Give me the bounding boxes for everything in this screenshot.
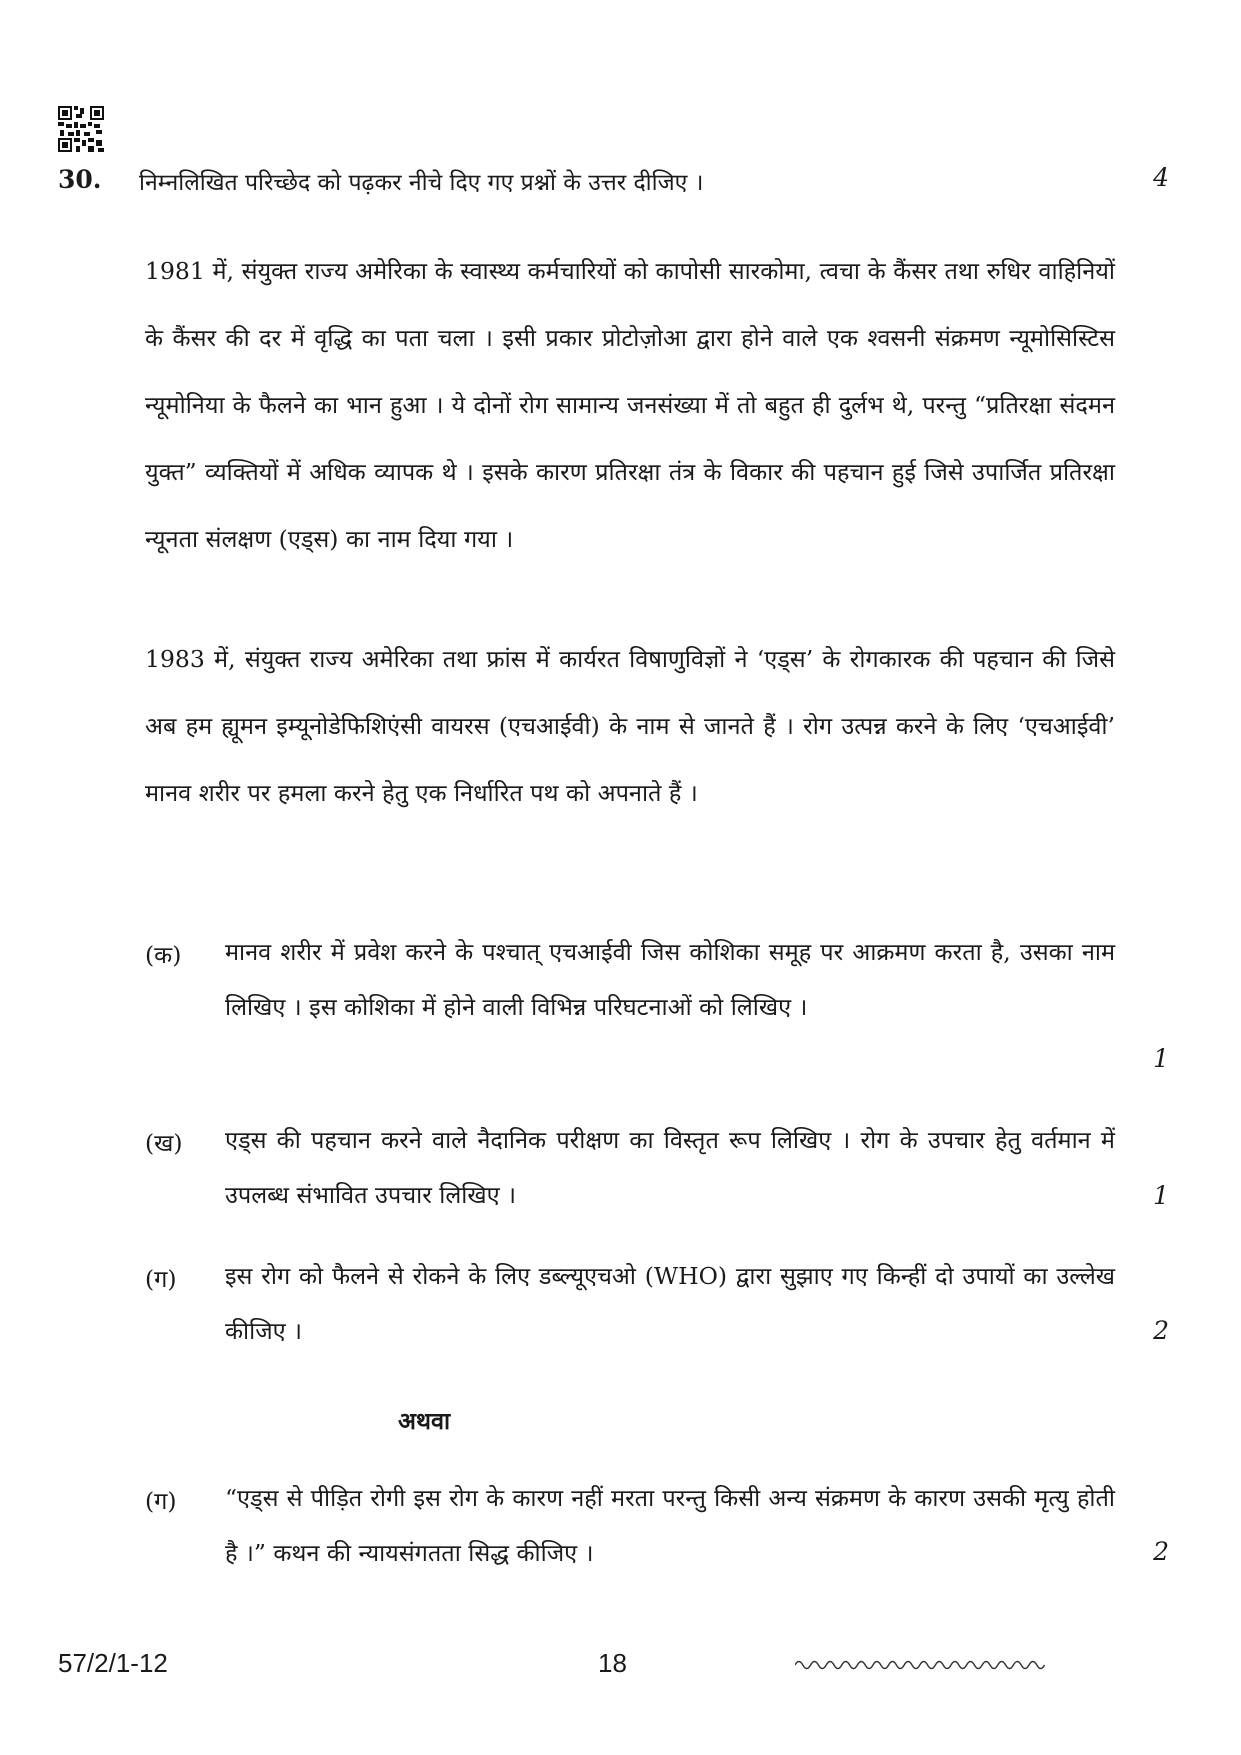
subquestion-text-ga: इस रोग को फैलने से रोकने के लिए डब्ल्यूएचओ (WHO) द्वारा सुझाए गए किन्हीं दो उपायों का उल्लेख कीजिए ।: [225, 1262, 1115, 1345]
question-instruction: निम्नलिखित परिच्छेद को पढ़कर नीचे दिए गए प्रश्नों के उत्तर दीजिए ।: [139, 170, 704, 196]
subquestion-marks-ka: 1: [1153, 1044, 1169, 1073]
wavy-line-decoration: [795, 1658, 1045, 1672]
subquestion-label-ka: (क): [145, 941, 182, 969]
subquestion-text-ka: मानव शरीर में प्रवेश करने के पश्चात् एचआईवी जिस कोशिका समूह पर आक्रमण करता है, उसका नाम लिखिए । इस कोशिका में होने वाली विभिन्न परिघटनाओं को लिखिए ।: [225, 938, 1115, 1021]
subquestion-text-kha: एड्स की पहचान करने वाले नैदानिक परीक्षण का विस्तृत रूप लिखिए । रोग के उपचार हेतु वर्तमान में उपलब्ध संभावित उपचार लिखिए ।: [225, 1126, 1115, 1209]
passage-paragraph-1: 1981 में, संयुक्त राज्य अमेरिका के स्वास्थ्य कर्मचारियों को कापोसी सारकोमा, त्वचा के कैंसर तथा रुधिर वाहिनियों के कैंसर की दर में वृद्धि का पता चला । इसी प्रकार प्रोटोज़ोआ द्वारा होने वाले एक श्वसनी संक्रमण न्यूमोसिस्टिस न्यूमोनिया के फैलने का भान हुआ । ये दोनों रोग सामान्य जनसंख्या में तो बहुत ही दुर्लभ थे, परन्तु “प्रतिरक्षा संदमन युक्त” व्यक्तियों में अधिक व्यापक थे । इसके कारण प्रतिरक्षा तंत्र के विकार की पहचान हुई जिसे उपार्जित प्रतिरक्षा न्यूनता संलक्षण (एड्स) का नाम दिया गया ।: [145, 257, 1115, 553]
subquestion-marks-ga: 2: [1153, 1316, 1169, 1345]
qr-code-icon: [58, 106, 104, 152]
or-label: अथवा: [398, 1407, 451, 1435]
alternative-marks-ga: 2: [1153, 1537, 1169, 1566]
question-number: 30.: [58, 165, 102, 194]
question-marks: 4: [1153, 163, 1169, 192]
subquestion-label-kha: (ख): [145, 1129, 183, 1157]
subquestion-label-ga: (ग): [145, 1265, 177, 1293]
alternative-label-ga: (ग): [145, 1487, 177, 1515]
subquestion-marks-kha: 1: [1153, 1181, 1169, 1210]
passage-paragraph-2: 1983 में, संयुक्त राज्य अमेरिका तथा फ्रांस में कार्यरत विषाणुविज्ञों ने ‘एड्स’ के रोगकारक की पहचान की जिसे अब हम ह्यूमन इम्यूनोडेफिशिएंसी वायरस (एचआईवी) के नाम से जानते हैं । रोग उत्पन्न करने के लिए ‘एचआईवी’ मानव शरीर पर हमला करने हेतु एक निर्धारित पथ को अपनाते हैं ।: [145, 645, 1115, 807]
alternative-text-ga: “एड्स से पीड़ित रोगी इस रोग के कारण नहीं मरता परन्तु किसी अन्य संक्रमण के कारण उसकी मृत्यु होती है ।” कथन की न्यायसंगतता सिद्ध कीजिए ।: [225, 1484, 1115, 1567]
paper-code: 57/2/1-12: [58, 1648, 168, 1678]
page-number: 18: [598, 1648, 627, 1678]
